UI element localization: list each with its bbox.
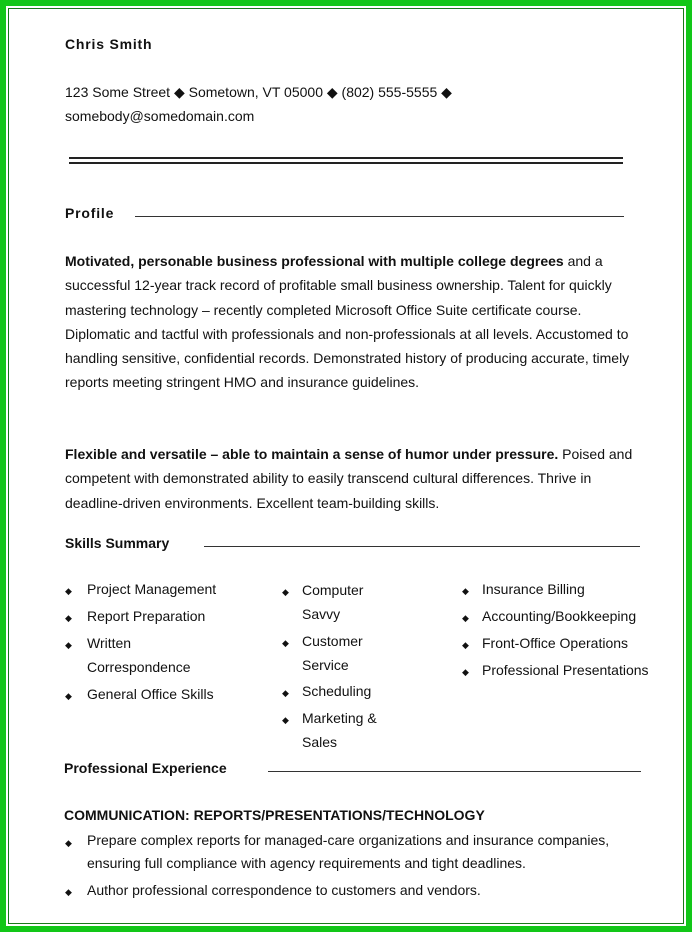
bullet-icon: ◆ — [65, 887, 72, 897]
experience-rule — [268, 771, 641, 772]
profile-paragraph-1 — [65, 249, 635, 395]
experience-item: Author professional correspondence to customers and vendors. — [87, 882, 481, 898]
experience-item: Prepare complex reports for managed-care organizations and insurance companies, ensuring full compliance with agency requirements and tight deadlines. — [87, 832, 610, 871]
bullet-icon: ◆ — [282, 587, 289, 597]
resume-name: Chris Smith — [65, 36, 153, 52]
bullet-icon: ◆ — [65, 838, 72, 848]
skill-item: Computer Savvy — [302, 582, 364, 622]
bullet-icon: ◆ — [65, 613, 72, 623]
profile-para2-bold: Flexible and versatile – able to maintain a sense of humor under pressure. — [65, 446, 559, 462]
profile-para1-text: and a successful 12-year track record of profitable small business ownership. Talent for quickly mastering technology – recently completed Microsoft Office Suite certificate course. Diplomatic and tactful with professionals and non-professionals at all levels. Accustomed to handling sensitive, confidential records. Demonstrated history of producing accurate, timely reports meeting stringent HMO and insurance guidelines. — [65, 253, 630, 391]
skill-item: Report Preparation — [87, 608, 206, 624]
skill-item: Project Management — [87, 581, 217, 597]
skill-item: Insurance Billing — [482, 581, 585, 597]
skill-item: Front-Office Operations — [482, 635, 629, 651]
profile-para1-bold: Motivated, personable business professional with multiple college degrees — [65, 253, 564, 269]
profile-para2-text: Poised and competent with demonstrated ability to easily transcend cultural differences. Thrive in deadline-driven environments. Excellent team-building skills. — [65, 446, 633, 511]
skill-item: Marketing & Sales — [302, 710, 377, 750]
experience-subheading: COMMUNICATION: REPORTS/PRESENTATIONS/TECHNOLOGY — [64, 807, 485, 823]
bullet-icon: ◆ — [462, 613, 469, 623]
bullet-icon: ◆ — [282, 715, 289, 725]
bullet-icon: ◆ — [462, 667, 469, 677]
skills-heading: Skills Summary — [65, 535, 170, 551]
skill-item: Scheduling — [302, 683, 372, 699]
profile-paragraph-2 — [65, 442, 635, 515]
bullet-icon: ◆ — [65, 640, 72, 650]
profile-heading: Profile — [65, 205, 115, 221]
skill-item: Customer Service — [302, 633, 363, 673]
skills-rule — [204, 546, 640, 547]
bullet-icon: ◆ — [65, 586, 72, 596]
bullet-icon: ◆ — [462, 586, 469, 596]
skill-item: Written Correspondence — [87, 635, 191, 675]
bullet-icon: ◆ — [282, 638, 289, 648]
bullet-icon: ◆ — [282, 688, 289, 698]
header-divider — [69, 157, 623, 164]
profile-rule — [135, 216, 624, 217]
skill-item: General Office Skills — [87, 686, 214, 702]
skill-item: Professional Presentations — [482, 662, 649, 678]
contact-address: 123 Some Street ◆ Sometown, VT 05000 ◆ (802) 555-5555 ◆ — [65, 84, 452, 100]
skill-item: Accounting/Bookkeeping — [482, 608, 637, 624]
bullet-icon: ◆ — [462, 640, 469, 650]
bullet-icon: ◆ — [65, 691, 72, 701]
experience-heading: Professional Experience — [64, 760, 227, 776]
contact-email: somebody@somedomain.com — [65, 108, 255, 124]
